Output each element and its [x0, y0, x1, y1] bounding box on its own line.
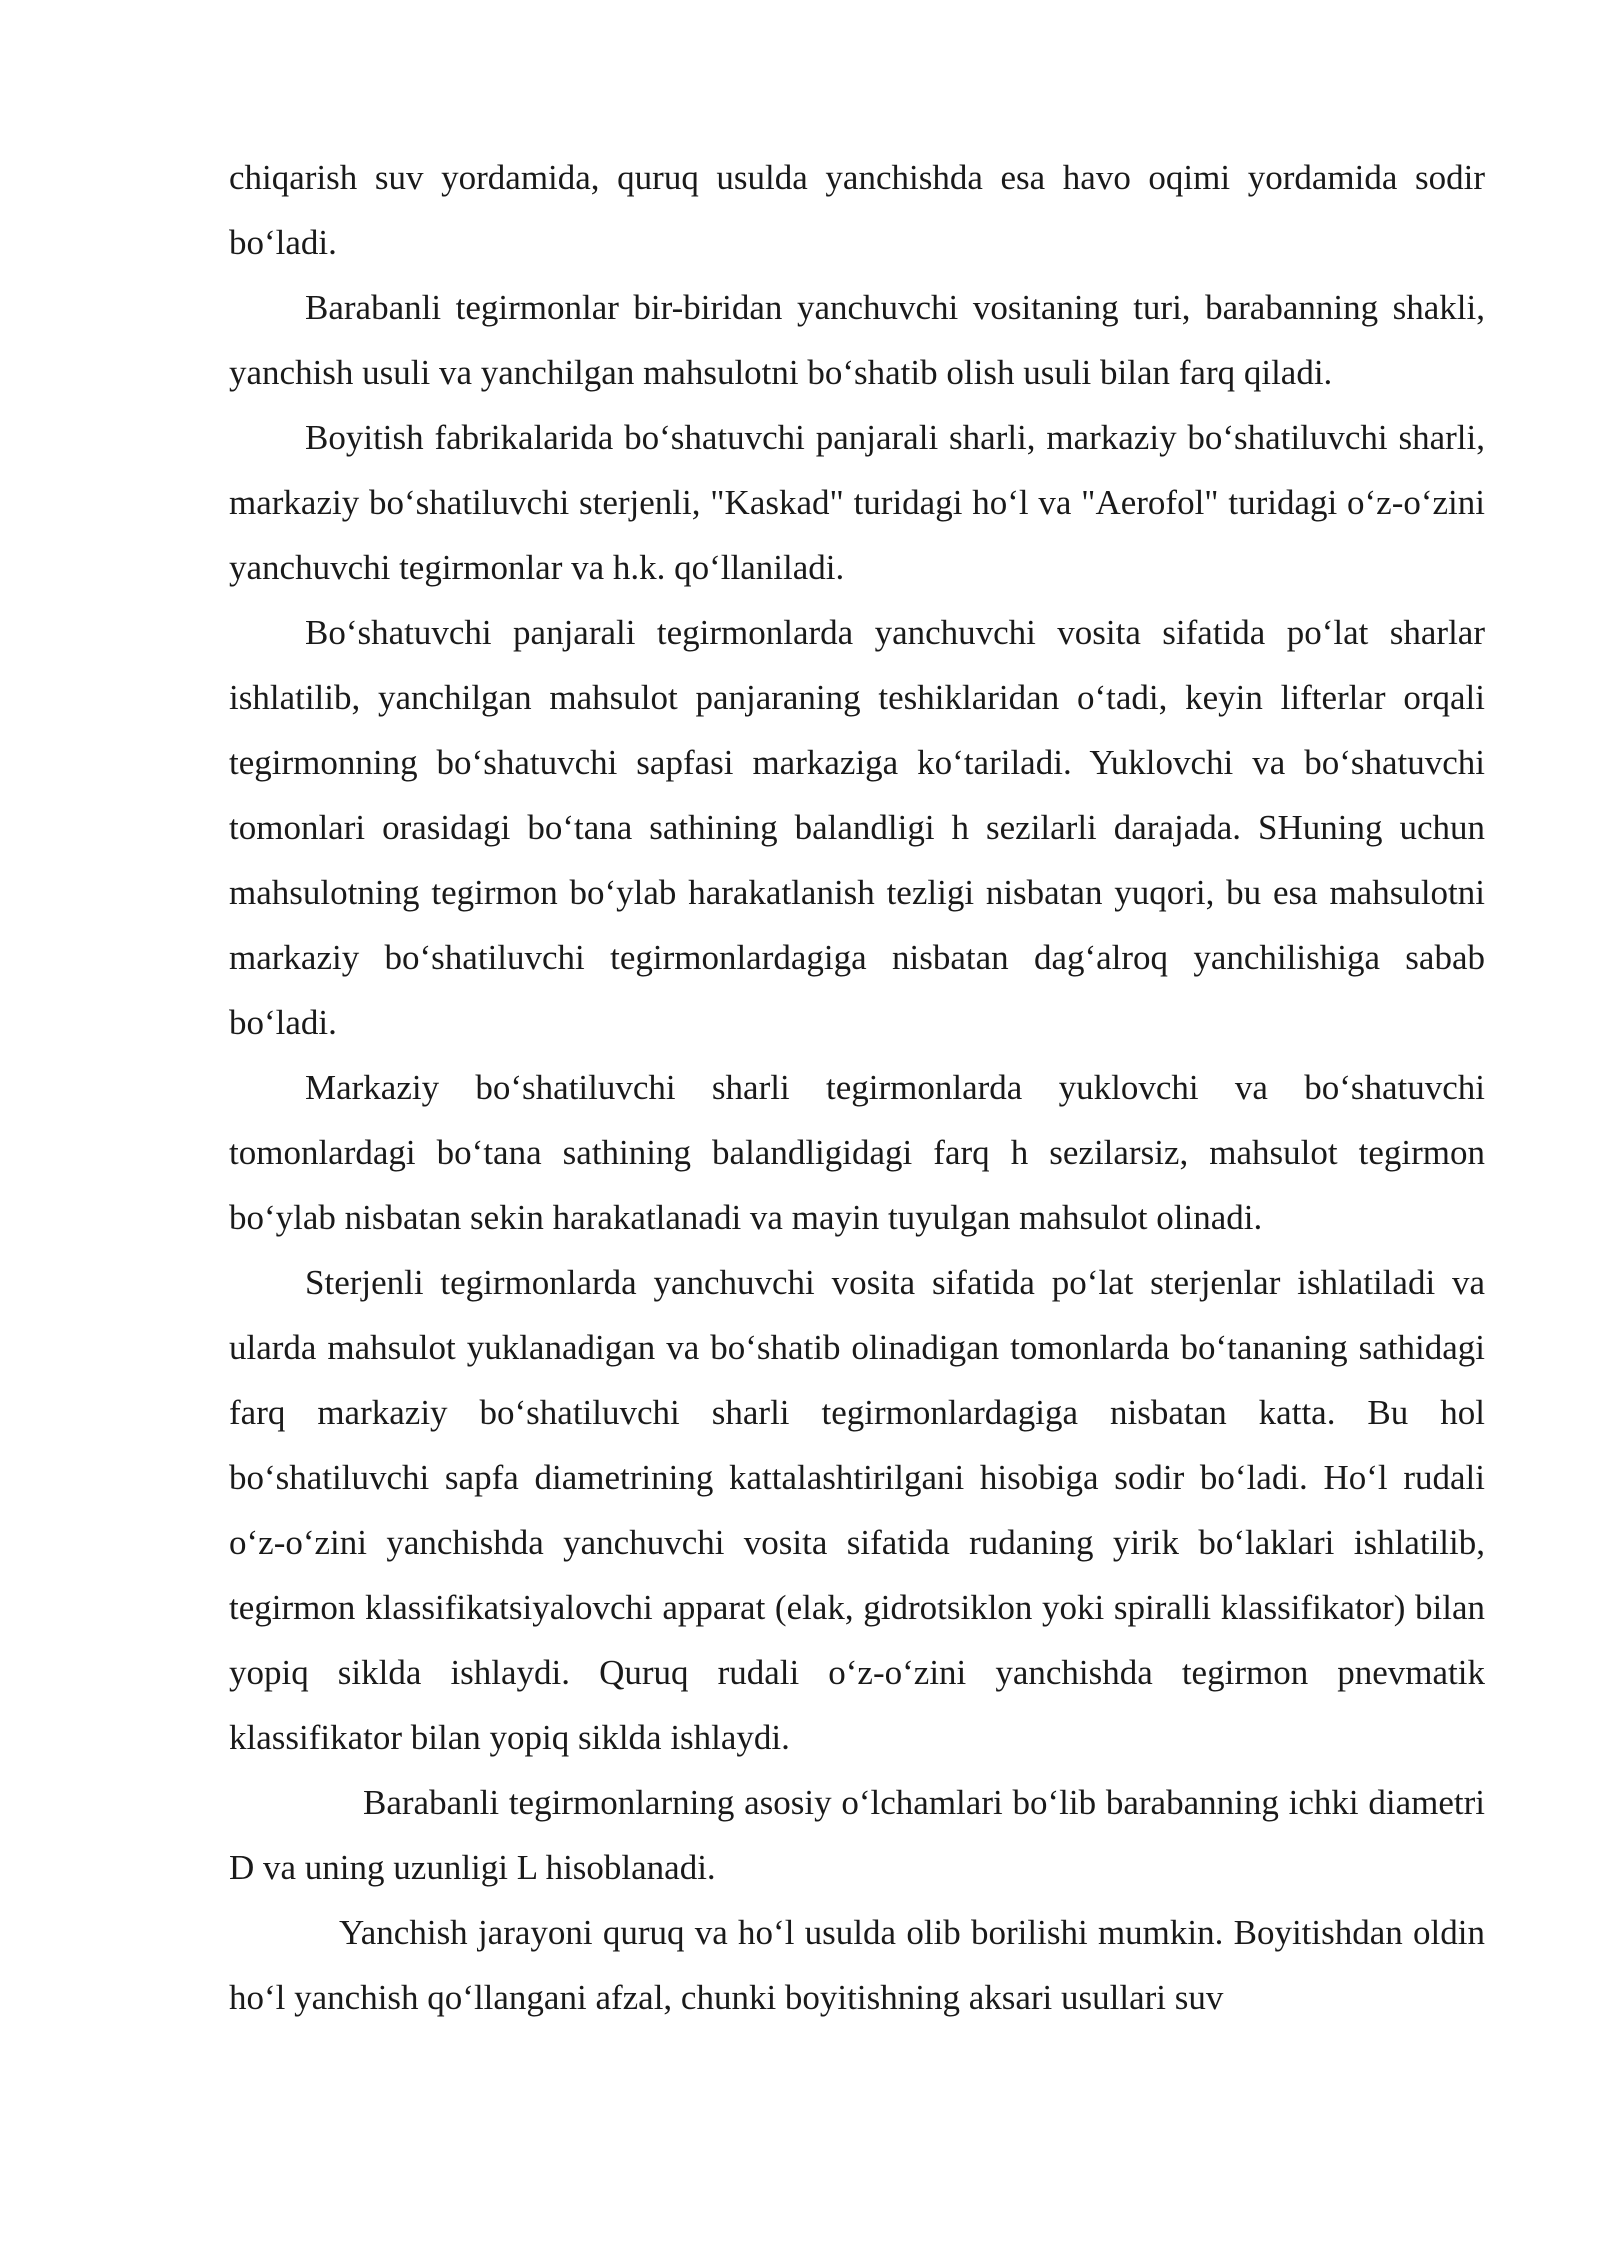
paragraph-3: Boyitish fabrikalarida bo‘shatuvchi panjarali sharli, markaziy bo‘shatiluvchi sharli, markaziy bo‘shatiluvchi sterjenli, "Kaskad" turidagi ho‘l va "Aerofol" turidagi o‘z-o‘zini yanchuvchi tegirmonlar va h.k. qo‘llaniladi. [229, 418, 1485, 587]
paragraph-1: chiqarish suv yordamida, quruq usulda yanchishda esa havo oqimi yordamida sodir bo‘ladi. [229, 158, 1485, 262]
body-text [229, 145, 1485, 2030]
paragraph-6: Sterjenli tegirmonlarda yanchuvchi vosita sifatida po‘lat sterjenlar ishlatiladi va ularda mahsulot yuklanadigan va bo‘shatib olinadigan tomonlarda bo‘tananing sathidagi farq markaziy bo‘shatiluvchi sharli tegirmonlardagiga nisbatan katta. Bu hol bo‘shatiluvchi sapfa diametrining kattalashtirilgani hisobiga sodir bo‘ladi. Ho‘l rudali o‘z-o‘zini yanchishda yanchuvchi vosita sifatida rudaning yirik bo‘laklari ishlatilib, tegirmon klassifikatsiyalovchi apparat (elak, gidrotsiklon yoki spiralli klassifikator) bilan yopiq siklda ishlaydi. Quruq rudali o‘z-o‘zini yanchishda tegirmon pnevmatik klassifikator bilan yopiq siklda ishlaydi. [229, 1263, 1485, 1757]
paragraph-4: Bo‘shatuvchi panjarali tegirmonlarda yanchuvchi vosita sifatida po‘lat sharlar ishlatilib, yanchilgan mahsulot panjaraning teshiklaridan o‘tadi, keyin lifterlar orqali tegirmonning bo‘shatuvchi sapfasi markaziga ko‘tariladi. Yuklovchi va bo‘shatuvchi tomonlari orasidagi bo‘tana sathining balandligi h sezilarli darajada. SHuning uchun mahsulotning tegirmon bo‘ylab harakatlanish tezligi nisbatan yuqori, bu esa mahsulotni markaziy bo‘shatiluvchi tegirmonlardagiga nisbatan dag‘alroq yanchilishiga sabab bo‘ladi. [229, 613, 1485, 1042]
paragraph-8: Yanchish jarayoni quruq va ho‘l usulda olib borilishi mumkin. Boyitishdan oldin ho‘l yanchish qo‘llangani afzal, chunki boyitishning aksari usullari suv [229, 1913, 1485, 2017]
paragraph-2: Barabanli tegirmonlar bir-biridan yanchuvchi vositaning turi, barabanning shakli, yanchish usuli va yanchilgan mahsulotni bo‘shatib olish usuli bilan farq qiladi. [229, 288, 1485, 392]
paragraph-7: Barabanli tegirmonlarning asosiy o‘lchamlari bo‘lib barabanning ichki diametri D va uning uzunligi L hisoblanadi. [229, 1783, 1485, 1887]
paragraph-5: Markaziy bo‘shatiluvchi sharli tegirmonlarda yuklovchi va bo‘shatuvchi tomonlardagi bo‘tana sathining balandligidagi farq h sezilarsiz, mahsulot tegirmon bo‘ylab nisbatan sekin harakatlanadi va mayin tuyulgan mahsulot olinadi. [229, 1068, 1485, 1237]
